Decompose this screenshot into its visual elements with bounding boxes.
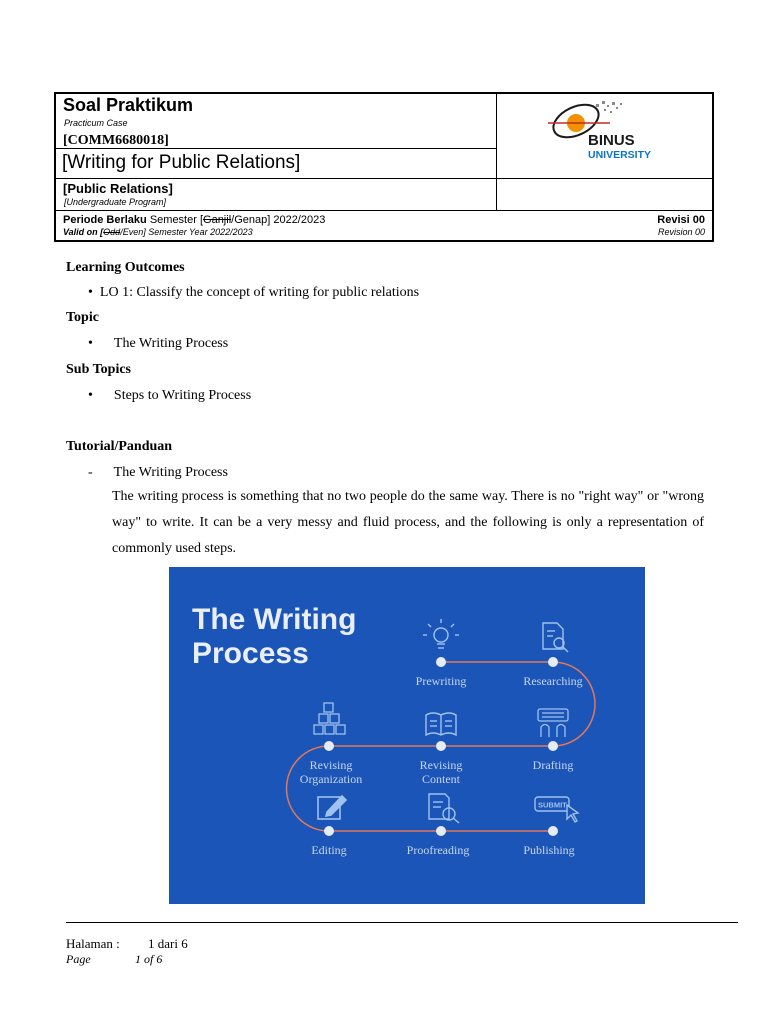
doc-subtitle: Practicum Case [64,118,128,128]
svg-text:BINUS: BINUS [588,132,635,149]
binus-logo [546,96,666,172]
validity-period: Periode Berlaku Semester [Ganjil/Genap] 2022/2023 [63,214,326,226]
open-book-icon [426,713,456,735]
dot-editing [324,826,334,836]
tutorial-heading: Tutorial/Panduan [66,439,173,454]
header-divider [496,94,497,211]
svg-text:UNIVERSITY: UNIVERSITY [588,149,652,161]
halaman-value: 1 dari 6 [148,936,188,951]
dot-publishing [548,826,558,836]
step-drafting: Drafting [532,758,574,772]
tutorial-paragraph: The writing process is something that no two people do the same way. There is no "right way" or "wrong way" to write. It can be a very messy and fluid process, and the following is only a representation of commonly used steps. [112,489,704,556]
topic-bullet-1: • The Writing Process [88,336,229,351]
course-code: [COMM6680018] [63,133,169,148]
subtopics-heading: Sub Topics [66,362,131,377]
learning-outcomes-heading: Learning Outcomes [66,260,185,275]
dot-proofreading [436,826,446,836]
svg-text:SUBMIT: SUBMIT [538,800,567,810]
page-label: Page [66,952,91,966]
infographic-title: The Writing Process [192,603,357,670]
document-search-icon [543,623,568,652]
step-researching: Researching [523,674,583,688]
dot-revising-content [436,741,446,751]
edit-pencil-icon [318,796,346,819]
doc-title: Soal Praktikum [63,95,194,115]
tutorial-item: - The Writing Process [88,465,228,480]
step-editing: Editing [311,843,347,857]
step-revising-organization: Revising Organization [299,758,363,786]
submit-icon [535,797,578,822]
program-level: [Undergraduate Program] [64,197,167,207]
validity-period-en: Valid on [Odd/Even] Semester Year 2022/2023 [63,227,253,237]
lo-bullet-1: • LO 1: Classify the concept of writing for public relations [88,285,420,300]
dot-researching [548,657,558,667]
step-publishing: Publishing [523,843,575,857]
writing-process-infographic [169,567,645,904]
footer-divider [66,922,738,923]
page-value: 1 of 6 [135,952,163,966]
step-proofreading: Proofreading [406,843,470,857]
halaman-label: Halaman : [66,936,120,951]
step-revising-content: Revising Content [419,758,463,786]
course-name: [Writing for Public Relations] [62,152,301,173]
proofread-icon [429,794,459,823]
revision-label-en: Revision 00 [657,227,705,237]
subtopic-bullet-1: • Steps to Writing Process [88,388,252,403]
blocks-icon [314,703,345,734]
lightbulb-icon [423,619,459,648]
dot-drafting [548,741,558,751]
revision-label: Revisi 00 [657,214,705,226]
program-name: [Public Relations] [63,181,173,196]
step-prewriting: Prewriting [415,674,467,688]
document-header [54,92,714,242]
topic-heading: Topic [66,310,99,325]
dot-prewriting [436,657,446,667]
dot-revising-organization [324,741,334,751]
typing-hands-icon [538,709,568,737]
